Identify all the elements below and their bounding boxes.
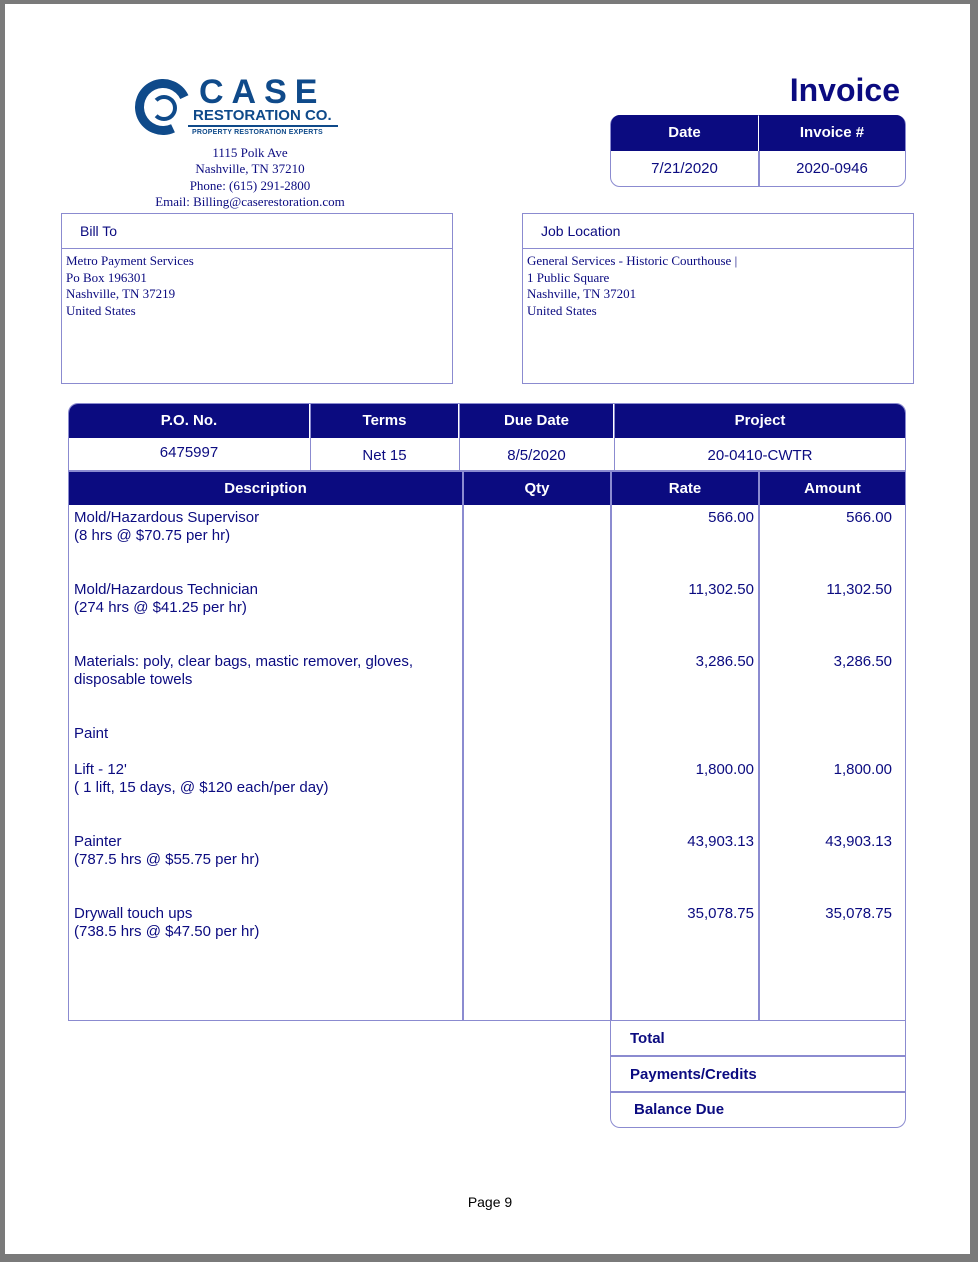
item-detail: (274 hrs @ $41.25 per hr)	[74, 599, 247, 616]
logo-arrow-icon	[151, 95, 177, 121]
job-location-line: General Services - Historic Courthouse |	[527, 253, 738, 268]
total-label: Total	[630, 1030, 665, 1047]
item-amount: 43,903.13	[825, 833, 892, 850]
item-rate: 1,800.00	[695, 761, 754, 778]
invoice-number-header: Invoice #	[759, 115, 905, 151]
job-location-label: Job Location	[522, 213, 914, 249]
logo-subtitle: RESTORATION CO.	[193, 107, 332, 124]
line-item-description	[74, 761, 454, 797]
line-item-description	[74, 581, 454, 617]
po-header: P.O. No.	[69, 404, 309, 438]
due-date-value: 8/5/2020	[507, 447, 566, 464]
item-rate: 11,302.50	[688, 581, 754, 598]
project-header: Project	[615, 404, 905, 438]
line-item-description	[74, 725, 454, 743]
item-title: Painter	[74, 833, 122, 850]
bill-to-line: Metro Payment Services	[66, 253, 194, 268]
item-detail: ( 1 lift, 15 days, @ $120 each/per day)	[74, 779, 329, 796]
page-number: Page 9	[467, 1194, 513, 1210]
item-amount: 11,302.50	[826, 581, 892, 598]
date-header: Date	[611, 115, 758, 151]
job-location-line: 1 Public Square	[527, 269, 610, 285]
item-amount: 3,286.50	[833, 653, 892, 670]
amount-header: Amount	[760, 472, 905, 505]
balance-due-label: Balance Due	[634, 1101, 725, 1118]
bill-to-line: United States	[66, 302, 136, 318]
line-item-description	[74, 653, 454, 689]
line-item-description	[74, 905, 454, 941]
line-item-description	[74, 509, 454, 545]
due-date-header: Due Date	[460, 404, 613, 438]
item-amount: 566.00	[846, 509, 892, 526]
description-header: Description	[69, 472, 462, 505]
item-detail: (738.5 hrs @ $47.50 per hr)	[74, 923, 260, 940]
bill-to-address	[61, 249, 453, 384]
bill-to-label: Bill To	[61, 213, 453, 249]
item-detail: disposable towels	[74, 671, 193, 688]
item-title: Lift - 12'	[74, 761, 127, 778]
bill-to-line: Po Box 196301	[66, 269, 147, 285]
project-value: 20-0410-CWTR	[707, 447, 813, 464]
item-detail: (787.5 hrs @ $55.75 per hr)	[74, 851, 260, 868]
company-address-line1: 1115 Polk Ave	[212, 145, 288, 160]
item-rate: 35,078.75	[687, 905, 754, 922]
line-item-description	[74, 833, 454, 869]
terms-header: Terms	[311, 404, 458, 438]
logo-divider	[188, 125, 338, 127]
invoice-number-value: 2020-0946	[796, 160, 868, 177]
column-divider	[462, 472, 464, 1020]
payments-credits-label: Payments/Credits	[630, 1066, 757, 1083]
company-email: Email: Billing@caserestoration.com	[155, 194, 345, 209]
item-title: Mold/Hazardous Supervisor	[74, 509, 260, 526]
item-rate: 566.00	[708, 509, 754, 526]
item-title: Paint	[74, 725, 109, 742]
item-title: Mold/Hazardous Technician	[74, 581, 258, 598]
invoice-date-value: 7/21/2020	[651, 160, 718, 177]
job-location-address	[522, 249, 914, 384]
item-rate: 43,903.13	[687, 833, 754, 850]
company-address-line2: Nashville, TN 37210	[195, 161, 305, 176]
rate-header: Rate	[612, 472, 758, 505]
totals-divider	[611, 1055, 905, 1057]
job-location-line: United States	[527, 302, 597, 318]
logo-word: CASE	[199, 73, 326, 111]
bill-to-line: Nashville, TN 37219	[66, 286, 176, 301]
column-divider	[610, 472, 612, 1020]
document-title: Invoice	[789, 72, 900, 108]
totals-divider	[611, 1091, 905, 1093]
company-phone: Phone: (615) 291-2800	[189, 178, 311, 193]
item-amount: 35,078.75	[825, 905, 892, 922]
column-divider	[758, 472, 760, 1020]
qty-header: Qty	[464, 472, 610, 505]
logo-tagline: PROPERTY RESTORATION EXPERTS	[192, 129, 323, 136]
terms-value: Net 15	[362, 447, 407, 464]
item-title: Drywall touch ups	[74, 905, 193, 922]
po-number-value: 6475997	[159, 444, 219, 461]
item-title: Materials: poly, clear bags, mastic remover, gloves,	[74, 653, 414, 670]
item-amount: 1,800.00	[833, 761, 892, 778]
item-detail: (8 hrs @ $70.75 per hr)	[74, 527, 231, 544]
item-rate: 3,286.50	[695, 653, 754, 670]
job-location-line: Nashville, TN 37201	[527, 286, 637, 301]
